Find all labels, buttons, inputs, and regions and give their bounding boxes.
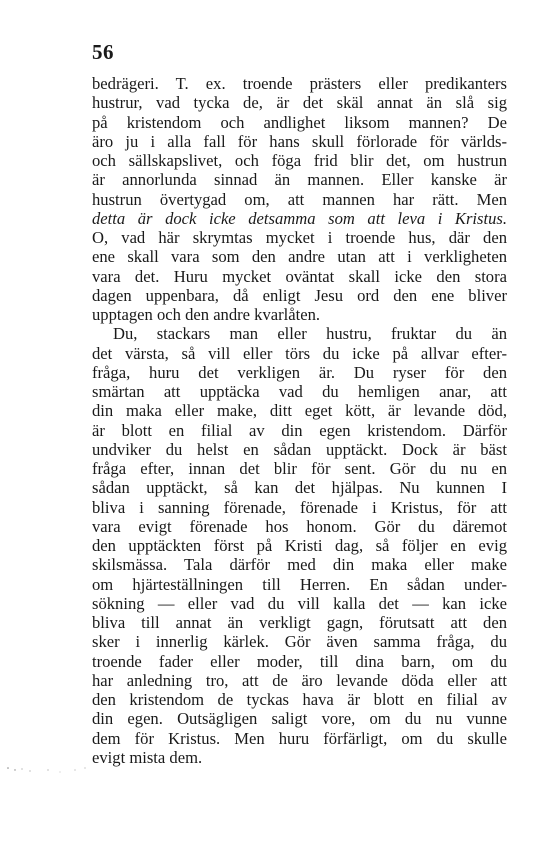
text-line: den upptäckten först på Kristi dag, så följer en evig [92, 536, 507, 555]
text-line: och sällskapslivet, och föga frid blir det, om hustrun [92, 151, 507, 170]
text-line: sker i innerlig kärlek. Gör även samma fråga, du [92, 632, 507, 652]
text-line: fråga efter, innan det blir för sent. Gör du nu en [92, 459, 507, 478]
text-line: evigt mista dem. [92, 747, 203, 767]
text-line: hustrun övertygad om, att mannen har rätt. Men [92, 189, 507, 209]
text-line: vara det. Huru mycket oväntat skall icke den stora [92, 266, 507, 286]
text-line: troende fader eller moder, till dina barn, om du [92, 651, 507, 671]
text-line: har anledning tro, att de äro levande döda eller att [92, 670, 507, 690]
text-line: din maka eller make, ditt eget kött, är levande död, [92, 401, 507, 421]
text-line: det värsta, så vill eller törs du icke på allvar efter- [92, 343, 507, 363]
text-line: Du, stackars man eller hustru, fruktar du än [113, 324, 507, 344]
text-line: är annorlunda sinnad än mannen. Eller kanske är [92, 170, 507, 190]
text-line: är blott en filial av din egen kristendom. Därför [92, 420, 507, 440]
text-line: dem för Kristus. Men huru förfärligt, om du skulle [92, 728, 507, 748]
text-line: bedrägeri. T. ex. troende prästers eller predikanters [92, 74, 507, 93]
text-line: bliva till annat än verkligt gagn, förutsatt att den [92, 613, 507, 632]
text-line: bliva i sanning förenade, förenade i Kristus, för att [92, 497, 507, 517]
text-line: sådan upptäckt, så kan det hjälpas. Nu kunnen I [92, 478, 507, 498]
text-line: smärtan att upptäcka vad du hemligen anar, att [92, 382, 507, 401]
text-line: äro ju i alla fall för hans skull förlorade för världs- [92, 131, 507, 151]
text-line: hustrur, vad tycka de, är det skäl annat än slå sig [92, 93, 507, 113]
page-number: 56 [92, 40, 114, 64]
text-line: skilsmässa. Tala därför med din maka eller make [92, 555, 507, 575]
text-line-italic: detta är dock icke detsamma som att leva i Kristus. [92, 208, 507, 228]
text-line: O, vad här skrymtas mycket i troende hus, där den [92, 228, 507, 247]
text-line: sökning — eller vad du vill kalla det — kan icke [92, 593, 507, 613]
text-line: om hjärteställningen till Herren. En sådan under- [92, 574, 507, 594]
text-line: den kristendom de tyckas hava är blott en filial av [92, 690, 507, 709]
text-line: dagen uppenbara, då enligt Jesu ord den ene bliver [92, 285, 507, 305]
text-line: din egen. Outsägligen saligt vore, om du nu vunne [92, 709, 507, 729]
text-line: upptagen och den andre kvarlåten. [92, 305, 321, 324]
text-line: undviker du helst en sådan upptäckt. Dock är bäst [92, 439, 507, 459]
text-line: på kristendom och andlighet liksom mannen? De [92, 112, 507, 132]
text-line: fråga, huru det verkligen är. Du ryser för den [92, 362, 507, 382]
text-line: ene skall vara som den andre utan att i verkligheten [92, 247, 507, 267]
text-line: vara evigt förenade hos honom. Gör du däremot [92, 516, 507, 536]
